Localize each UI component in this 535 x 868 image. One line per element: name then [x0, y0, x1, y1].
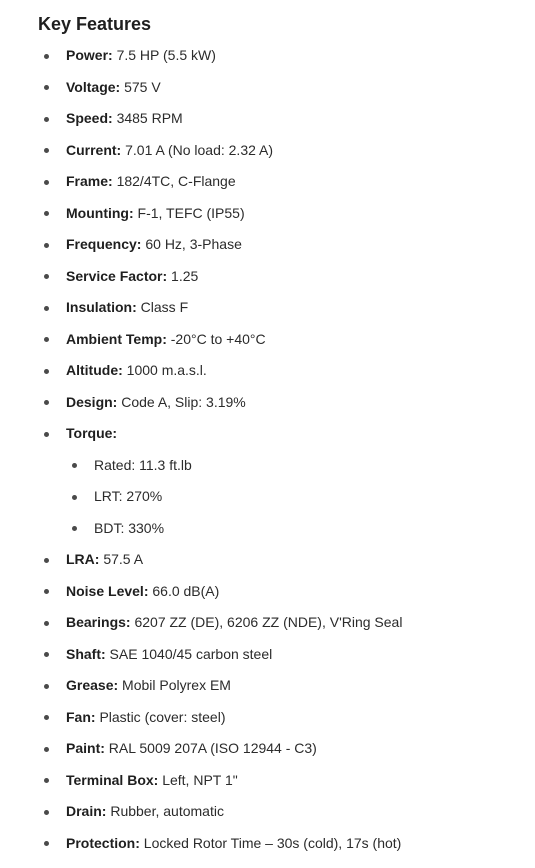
- feature-value: 1000 m.a.s.l.: [122, 362, 207, 378]
- feature-label: LRA:: [66, 551, 100, 567]
- feature-item-voltage: [0, 72, 535, 104]
- feature-value: Code A, Slip: 3.19%: [117, 393, 246, 410]
- feature-item-drain: [0, 796, 535, 828]
- feature-item-service-factor: [0, 261, 535, 293]
- feature-value: F-1, TEFC (IP55): [133, 204, 245, 221]
- feature-label: Design:: [66, 393, 118, 410]
- feature-value: RAL 5009 207A (ISO 12944 - C3): [104, 740, 317, 756]
- bullet-icon: [72, 526, 77, 531]
- feature-value: SAE 1040/45 carbon steel: [105, 645, 273, 662]
- feature-list: [0, 40, 535, 859]
- feature-item-protection: [0, 828, 535, 860]
- feature-value: Locked Rotor Time – 30s (cold), 17s (hot): [139, 834, 402, 851]
- feature-item-insulation: [0, 292, 535, 324]
- feature-item-torque: [0, 418, 535, 450]
- bullet-icon: [44, 684, 49, 689]
- feature-label: Frequency:: [66, 236, 142, 252]
- feature-item-power: [0, 40, 535, 72]
- feature-label: Service Factor:: [66, 267, 168, 284]
- bullet-icon: [72, 463, 77, 468]
- feature-item-design: [0, 387, 535, 419]
- feature-value: 57.5 A: [99, 551, 144, 567]
- feature-value: Rubber, automatic: [106, 803, 224, 819]
- feature-label: Noise Level:: [66, 582, 149, 599]
- sub-item-text: Rated: 11.3 ft.lb: [94, 456, 192, 473]
- feature-value: 7.5 HP (5.5 kW): [112, 47, 216, 63]
- feature-value: 575 V: [120, 78, 161, 95]
- feature-label: Insulation:: [66, 299, 137, 315]
- feature-label: Speed:: [66, 110, 113, 126]
- feature-label: Grease:: [66, 677, 119, 693]
- feature-value: Class F: [136, 299, 189, 315]
- feature-item-shaft: [0, 639, 535, 671]
- feature-item-frame: [0, 166, 535, 198]
- feature-item-current: [0, 135, 535, 167]
- feature-item-paint: [0, 733, 535, 765]
- bullet-icon: [44, 621, 49, 626]
- bullet-icon: [72, 495, 77, 500]
- feature-value: -20°C to +40°C: [166, 330, 266, 347]
- feature-label: Voltage:: [66, 78, 121, 95]
- feature-item-grease: [0, 670, 535, 702]
- feature-label: Mounting:: [66, 204, 134, 221]
- feature-item-altitude: [0, 355, 535, 387]
- sub-item-rated-torque: [0, 450, 535, 482]
- bullet-icon: [44, 337, 49, 342]
- feature-value: 60 Hz, 3-Phase: [141, 236, 242, 252]
- bullet-icon: [44, 243, 49, 248]
- feature-label: Current:: [66, 141, 122, 158]
- sub-item-lrt: [0, 481, 535, 513]
- bullet-icon: [44, 715, 49, 720]
- bullet-icon: [44, 54, 49, 59]
- bullet-icon: [44, 652, 49, 657]
- bullet-icon: [44, 211, 49, 216]
- sub-item-bdt: [0, 513, 535, 545]
- feature-value: 3485 RPM: [112, 110, 183, 126]
- bullet-icon: [44, 589, 49, 594]
- feature-value: 1.25: [167, 267, 199, 284]
- feature-label: Bearings:: [66, 614, 131, 630]
- feature-item-speed: [0, 103, 535, 135]
- feature-value: Plastic (cover: steel): [95, 708, 226, 725]
- bullet-icon: [44, 180, 49, 185]
- bullet-icon: [44, 85, 49, 90]
- feature-label: Protection:: [66, 834, 140, 851]
- feature-label: Power:: [66, 47, 113, 63]
- feature-label: Frame:: [66, 173, 113, 189]
- feature-item-ambient-temp: [0, 324, 535, 356]
- bullet-icon: [44, 369, 49, 374]
- feature-label: Shaft:: [66, 645, 106, 662]
- bullet-icon: [44, 274, 49, 279]
- feature-value: Left, NPT 1": [158, 771, 238, 788]
- feature-label: Drain:: [66, 803, 107, 819]
- bullet-icon: [44, 558, 49, 563]
- feature-label: Fan:: [66, 708, 96, 725]
- feature-item-fan: [0, 702, 535, 734]
- feature-item-bearings: [0, 607, 535, 639]
- bullet-icon: [44, 810, 49, 815]
- section-heading: Key Features: [38, 14, 152, 34]
- feature-item-frequency: [0, 229, 535, 261]
- bullet-icon: [44, 747, 49, 752]
- feature-label: Altitude:: [66, 362, 123, 378]
- feature-item-mounting: [0, 198, 535, 230]
- bullet-icon: [44, 432, 49, 437]
- bullet-icon: [44, 841, 49, 846]
- bullet-icon: [44, 117, 49, 122]
- sub-item-text: BDT: 330%: [94, 519, 165, 536]
- bullet-icon: [44, 148, 49, 153]
- bullet-icon: [44, 306, 49, 311]
- feature-label: Torque:: [66, 425, 118, 441]
- feature-value: 66.0 dB(A): [148, 582, 220, 599]
- feature-item-noise-level: [0, 576, 535, 608]
- feature-value: 7.01 A (No load: 2.32 A): [121, 141, 274, 158]
- feature-item-terminal-box: [0, 765, 535, 797]
- feature-value: Mobil Polyrex EM: [118, 677, 231, 693]
- feature-label: Paint:: [66, 740, 105, 756]
- feature-value: 182/4TC, C-Flange: [112, 173, 236, 189]
- feature-item-lra: [0, 544, 535, 576]
- feature-label: Ambient Temp:: [66, 330, 167, 347]
- feature-value: 6207 ZZ (DE), 6206 ZZ (NDE), V'Ring Seal: [130, 614, 403, 630]
- bullet-icon: [44, 400, 49, 405]
- feature-label: Terminal Box:: [66, 771, 159, 788]
- sub-item-text: LRT: 270%: [94, 488, 163, 504]
- bullet-icon: [44, 778, 49, 783]
